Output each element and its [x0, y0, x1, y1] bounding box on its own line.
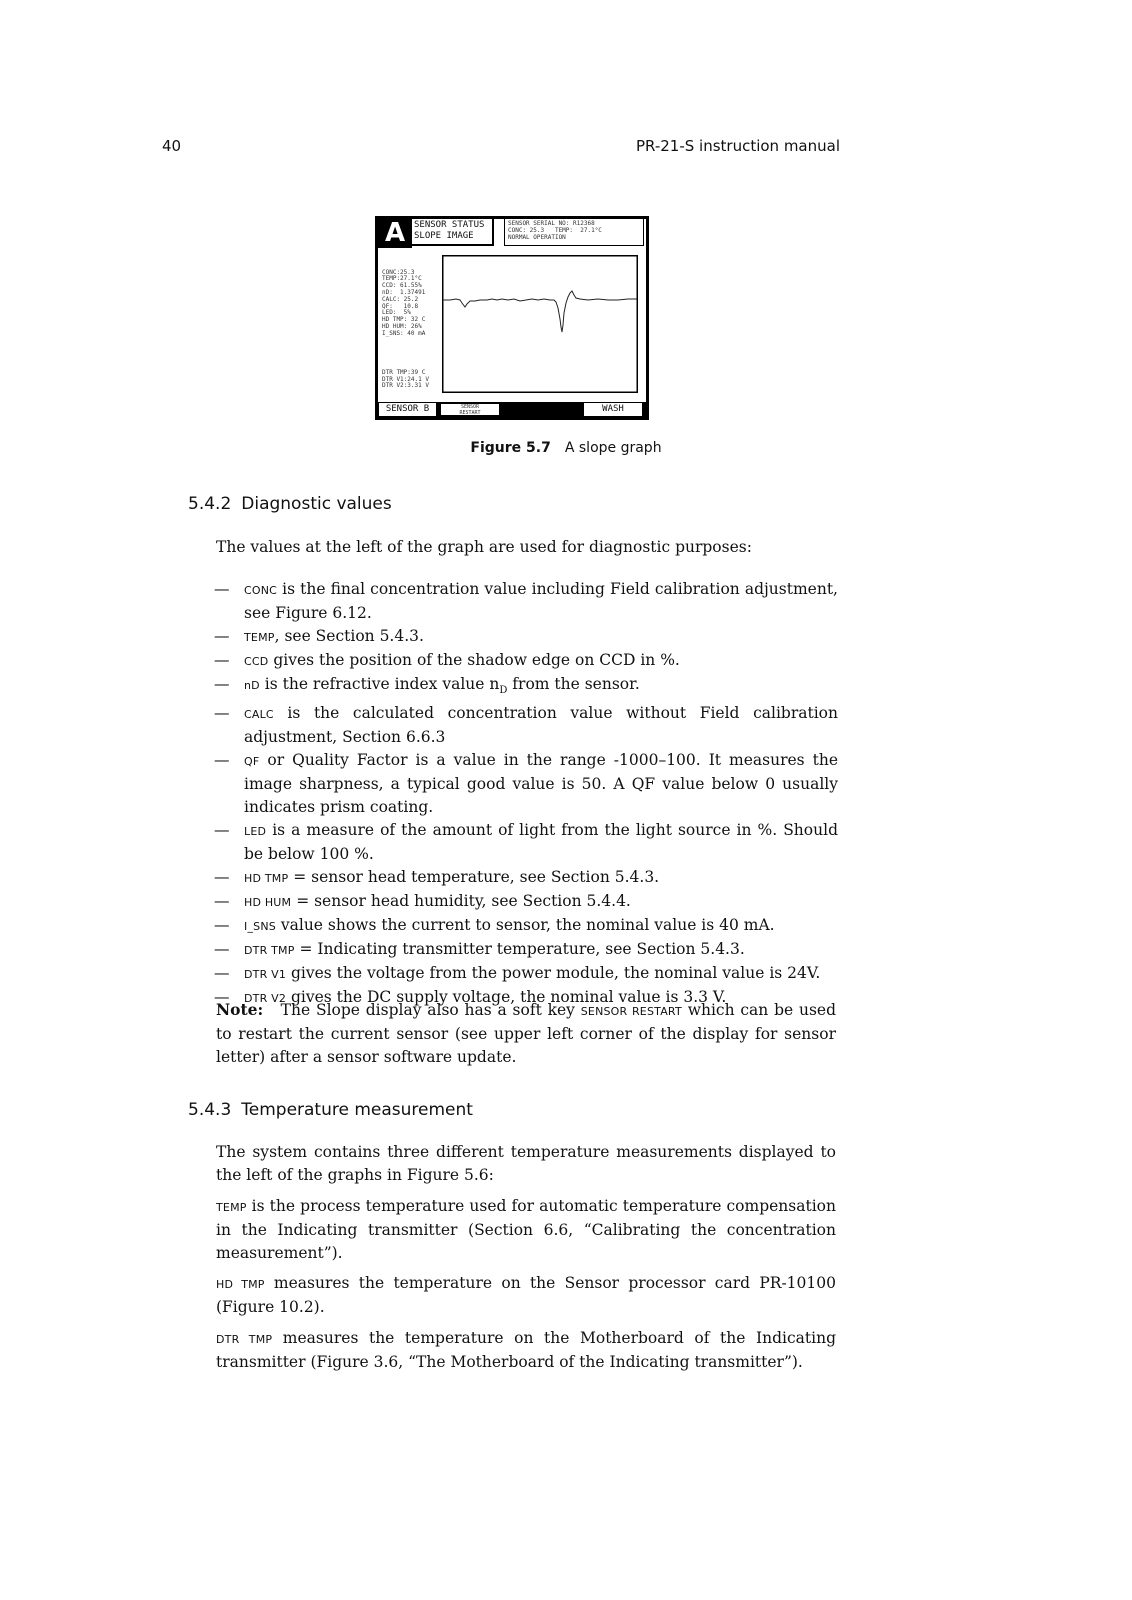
list-item [214, 914, 838, 938]
diagnostic-description: gives the position of the shadow edge on CCD in %. [268, 651, 680, 669]
diagnostic-term: QF [244, 755, 260, 769]
softkey-sensor-b[interactable]: SENSOR B [379, 403, 436, 416]
diagnostic-line: CONC:25.3 [382, 268, 415, 276]
list-item [214, 578, 838, 625]
diagnostic-line: CCD: 61.55% [382, 282, 422, 290]
temp-term: TEMP [216, 1201, 247, 1214]
softkey-sensor-restart-line2: RESTART [459, 410, 481, 416]
list-item [214, 673, 838, 702]
hd-tmp-text: measures the temperature on the Sensor processor card PR-10100 (Figure 10.2). [216, 1274, 836, 1316]
diagnostic-line: CALC: 25.2 [382, 295, 419, 303]
page-number: 40 [162, 137, 182, 155]
screen-info [504, 219, 644, 246]
diagnostic-line: DTR TMP:39 C [382, 368, 426, 376]
dtr-tmp-term: DTR TMP [216, 1333, 273, 1346]
diagnostic-description: gives the voltage from the power module, the nominal value is 24V. [286, 964, 821, 983]
diagnostic-values-group1 [382, 270, 429, 338]
bullet-dash: — [214, 940, 230, 959]
diagnostic-term: I_SNS [244, 920, 276, 934]
diagnostic-line: TEMP:27.1°C [382, 275, 422, 283]
diagnostic-description: = sensor head temperature, see Section 5.4.3. [288, 868, 660, 887]
diagnostic-values-group2 [382, 370, 429, 390]
bullet-dash: — [214, 988, 230, 1007]
diagnostic-description: gives the DC supply voltage, the nominal value is 3.3 V. [286, 988, 727, 1007]
section-number: 5.4.2 [188, 494, 232, 514]
hd-tmp-paragraph [216, 1272, 836, 1319]
diagnostic-term: CALC [244, 708, 274, 722]
diagnostic-description: or Quality Factor is a value in the range -1000–100. It measures the image sharpness, a typical good value is 50. A QF value below 0 usually indicates prism coating. [244, 751, 838, 817]
list-item [214, 749, 838, 819]
note-text-pre: The Slope display also has a soft key [280, 1001, 581, 1019]
bullet-dash: — [214, 580, 230, 598]
section-title: Diagnostic values [241, 494, 392, 514]
diagnostic-description: is the final concentration value including Field calibration adjustment, see Figure 6.12. [244, 580, 838, 622]
screen-title [412, 219, 494, 246]
list-item [214, 702, 838, 749]
diagnostic-term: LED [244, 825, 267, 839]
bullet-dash: — [214, 964, 230, 983]
diagnostic-term: DTR TMP [244, 944, 295, 958]
diagnostic-term: TEMP [244, 631, 275, 644]
diagnostic-line: I_SNS: 40 mA [382, 329, 426, 337]
bullet-dash: — [214, 675, 230, 693]
diagnostic-values-list [382, 256, 429, 404]
list-item [214, 938, 838, 962]
note-paragraph [216, 998, 836, 1069]
figure-caption-label: Figure 5.7 [470, 440, 551, 456]
diagnostic-line: DTR V2:3.31 V [382, 382, 429, 390]
temp-text: is the process temperature used for automatic temperature compensation in the Indicating transmitter (Section 6.6, “Calibrating the concentration measurement”). [216, 1197, 836, 1262]
diagnostic-intro: The values at the left of the graph are used for diagnostic purposes: [216, 538, 752, 556]
diagnostic-term: CCD [244, 655, 269, 668]
hd-tmp-term: HD TMP [216, 1278, 265, 1291]
diagnostic-term: CONC [244, 584, 278, 597]
note-label: Note: [216, 1000, 264, 1019]
list-item [214, 649, 838, 673]
softkey-sensor-restart[interactable] [440, 403, 500, 416]
subscript: D [499, 685, 508, 697]
figure-caption [0, 440, 1132, 456]
diagnostic-term: DTR V1 [244, 968, 287, 982]
diagnostic-line: HD HUM: 26% [382, 322, 422, 330]
bullet-dash: — [214, 892, 230, 911]
bullet-dash: — [214, 868, 230, 887]
note-softkey-term: SENSOR RESTART [580, 1005, 682, 1018]
diagnostic-term: HD TMP [244, 872, 289, 886]
softkey-bar [378, 402, 646, 417]
bullet-dash: — [214, 627, 230, 645]
note-text-post: which can be used to restart the current sensor (see upper left corner of the display for sensor letter) after a sensor software update. [216, 1001, 836, 1066]
diagnostic-values-bullets [214, 578, 838, 1010]
diagnostic-line: HD TMP: 32 C [382, 316, 426, 324]
softkey-wash[interactable]: WASH [584, 403, 642, 416]
bullet-dash: — [214, 704, 230, 723]
slope-graph-screen [375, 216, 649, 420]
screen-title-line1: SENSOR STATUS [414, 220, 485, 230]
screen-info-line3: NORMAL OPERATION [508, 234, 566, 241]
diagnostic-description: , see Section 5.4.3. [274, 627, 424, 645]
list-item [214, 962, 838, 986]
temp-paragraph [216, 1195, 836, 1265]
temperature-intro: The system contains three different temperature measurements displayed to the left of the graphs in Figure 5.6: [216, 1143, 836, 1184]
diagnostic-term: DTR V2 [244, 992, 287, 1006]
diagnostic-description: value shows the current to sensor, the nominal value is 40 mA. [275, 916, 775, 935]
section-title: Temperature measurement [241, 1100, 473, 1120]
running-title: PR-21-S instruction manual [635, 137, 840, 155]
section-heading-diagnostic-values [188, 494, 392, 514]
screen-title-line2: SLOPE IMAGE [414, 231, 474, 241]
diagnostic-description: = Indicating transmitter temperature, see Section 5.4.3. [294, 940, 745, 959]
list-item [214, 819, 838, 866]
diagnostic-line: QF: 10.8 [382, 302, 419, 310]
bullet-dash: — [214, 916, 230, 935]
diagnostic-description: is the calculated concentration value without Field calibration adjustment, Section 6.6.3 [244, 704, 838, 747]
list-item [214, 890, 838, 914]
screen-info-line1: SENSOR SERIAL NO: R12368 [508, 220, 595, 227]
diagnostic-term: HD HUM [244, 896, 292, 910]
bullet-dash: — [214, 651, 230, 669]
dtr-tmp-text: measures the temperature on the Motherboard of the Indicating transmitter (Figure 3.6, “The Motherboard of the Indicating transmitter”). [216, 1329, 836, 1371]
diagnostic-description: = sensor head humidity, see Section 5.4.4. [291, 892, 631, 911]
diagnostic-term: nD [244, 679, 260, 692]
diagnostic-line: LED: 5% [382, 309, 411, 317]
softkey-sensor-restart-line1: SENSOR [460, 404, 480, 410]
diagnostic-description: is a measure of the amount of light from the light source in %. Should be below 100 %. [244, 821, 838, 864]
screen-info-line2: CONC: 25.3 TEMP: 27.1°C [508, 227, 602, 234]
list-item [214, 866, 838, 890]
sensor-letter: A [378, 219, 412, 248]
diagnostic-line: DTR V1:24.1 V [382, 375, 429, 383]
bullet-dash: — [214, 751, 230, 770]
plot-frame [443, 256, 638, 393]
diagnostic-description-continued: from the sensor. [507, 675, 640, 693]
bullet-dash: — [214, 821, 230, 840]
dtr-tmp-paragraph [216, 1327, 836, 1374]
slope-plot [442, 255, 638, 393]
diagnostic-description: is the refractive index value n [259, 675, 500, 693]
section-number: 5.4.3 [188, 1100, 232, 1120]
list-item [214, 625, 838, 649]
section-heading-temperature-measurement [188, 1100, 473, 1120]
diagnostic-line: nD: 1.37491 [382, 288, 426, 296]
figure-caption-text: A slope graph [564, 440, 662, 456]
